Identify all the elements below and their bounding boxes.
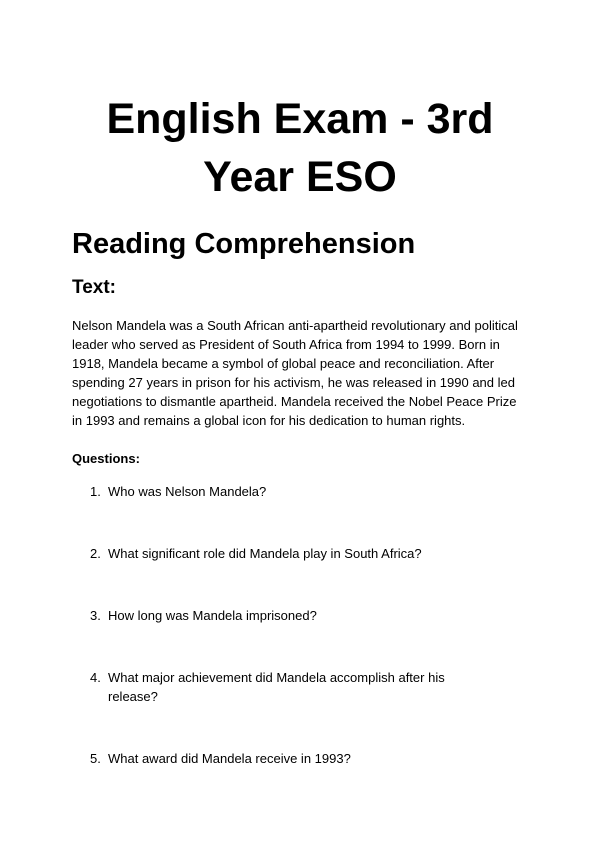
question-item	[72, 749, 488, 768]
question-text: How long was Mandela imprisoned?	[108, 608, 317, 623]
question-text: Who was Nelson Mandela?	[108, 484, 267, 499]
question-item	[72, 668, 488, 706]
question-item	[72, 544, 488, 563]
question-number: 2.	[90, 546, 101, 561]
question-text: What significant role did Mandela play in South Africa?	[108, 546, 422, 561]
question-item	[72, 606, 488, 625]
question-item	[72, 482, 488, 501]
question-number: 1.	[90, 484, 101, 499]
section-title: Reading Comprehension	[72, 228, 416, 260]
questions-list	[72, 482, 528, 768]
page-title: English Exam - 3rd Year ESO	[106, 95, 494, 201]
questions-heading: Questions:	[72, 451, 140, 466]
question-number: 5.	[90, 751, 101, 766]
question-number: 4.	[90, 670, 101, 685]
reading-passage: Nelson Mandela was a South African anti-apartheid revolutionary and political leader who served as President of South Africa from 1994 to 1999. Born in 1918, Mandela became a symbol of global peace and reconciliation. After spending 27 years in prison for his activism, he was released in 1990 and led negotiations to dismantle apartheid. Mandela received the Nobel Peace Prize in 1993 and remains a global icon for his dedication to human rights.	[72, 318, 518, 428]
question-text: What award did Mandela receive in 1993?	[108, 751, 351, 766]
question-number: 3.	[90, 608, 101, 623]
question-text: What major achievement did Mandela accomplish after his release?	[108, 670, 445, 704]
text-heading: Text:	[72, 277, 116, 298]
